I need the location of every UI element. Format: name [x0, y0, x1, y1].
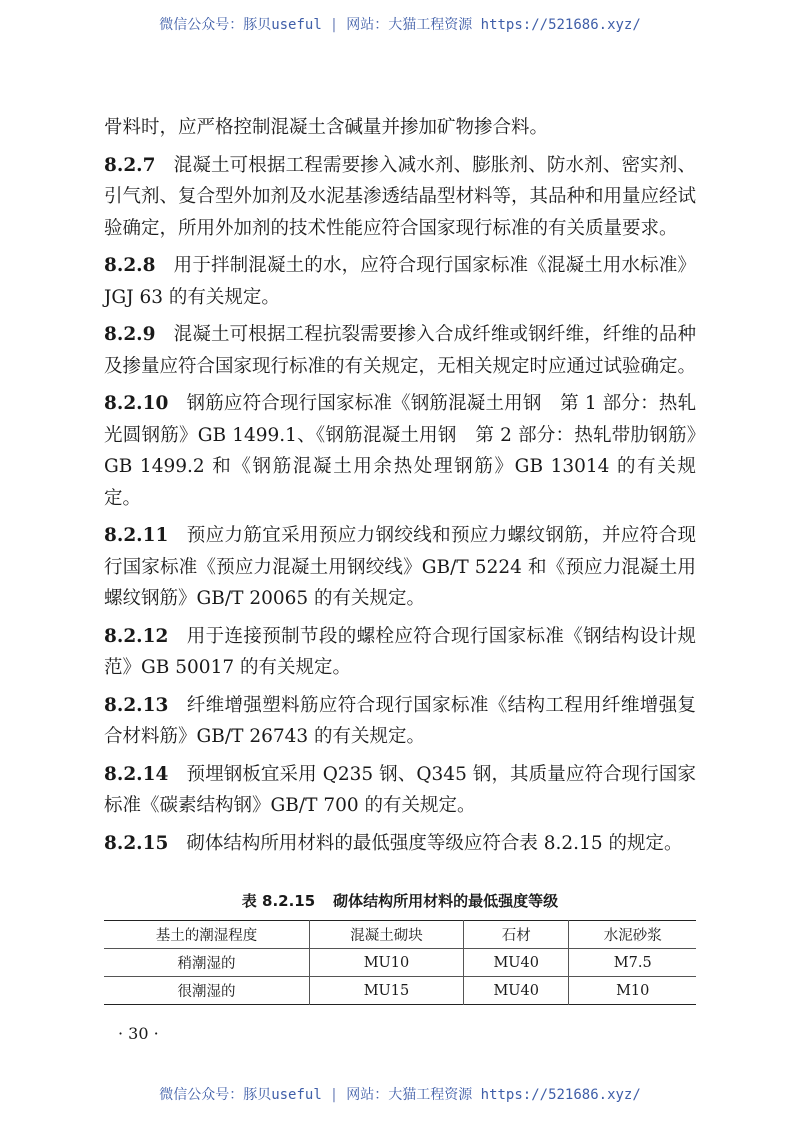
table-cell: 稍潮湿的: [104, 949, 309, 977]
table-row: [104, 977, 696, 1005]
clause-8-2-7: [104, 150, 696, 245]
clause-text: 砌体结构所用材料的最低强度等级应符合表 8.2.15 的规定。: [186, 832, 683, 854]
watermark-account: 微信公众号：豚贝useful: [159, 1087, 322, 1103]
header-cement-mortar: 水泥砂浆: [569, 921, 696, 949]
clause-8-2-10: [104, 388, 696, 514]
header-stone: 石材: [463, 921, 568, 949]
clause-8-2-12: [104, 621, 696, 684]
watermark-account: 微信公众号：豚贝useful: [159, 17, 322, 33]
clause-8-2-11: [104, 520, 696, 615]
table-cell: M7.5: [569, 949, 696, 977]
clause-8-2-9: [104, 319, 696, 382]
table-cell: M10: [569, 977, 696, 1005]
clause-number: 8.2.7: [104, 154, 156, 176]
table-cell: 很潮湿的: [104, 977, 309, 1005]
header-moisture-degree: 基土的潮湿程度: [104, 921, 309, 949]
table-number: 表 8.2.15: [241, 892, 316, 910]
paragraph-text: 骨料时，应严格控制混凝土含碱量并掺加矿物掺合料。: [104, 117, 549, 138]
clause-text: 钢筋应符合现行国家标准《钢筋混凝土用钢 第 1 部分：热轧光圆钢筋》GB 1499.1、《钢筋混凝土用钢 第 2 部分：热轧带肋钢筋》GB 1499.2 和《钢筋混凝土用余热处理钢筋》GB 13014 的有关规定。: [104, 393, 696, 509]
clause-text: 预埋钢板宜采用 Q235 钢、Q345 钢，其质量应符合现行国家标准《碳素结构钢》GB/T 700 的有关规定。: [104, 763, 696, 816]
table-cell: MU10: [309, 949, 463, 977]
strength-grade-table: [104, 920, 696, 1005]
paragraph-continuation: [104, 112, 696, 144]
watermark-website: 网站：大猫工程资源 https://521686.xyz/: [346, 1087, 641, 1103]
watermark-website: 网站：大猫工程资源 https://521686.xyz/: [346, 17, 641, 33]
clause-number: 8.2.9: [104, 324, 156, 345]
watermark-separator: |: [329, 17, 339, 33]
clause-8-2-15: [104, 828, 696, 860]
table-header-row: [104, 921, 696, 949]
table-row: [104, 949, 696, 977]
clause-8-2-14: [104, 759, 696, 822]
bottom-watermark: [0, 1084, 800, 1104]
clause-text: 混凝土可根据工程抗裂需要掺入合成纤维或钢纤维，纤维的品种及掺量应符合国家现行标准的有关规定，无相关规定时应通过试验确定。: [104, 324, 697, 377]
clause-text: 用于拌制混凝土的水，应符合现行国家标准《混凝土用水标准》JGJ 63 的有关规定。: [104, 255, 696, 308]
table-cell: MU15: [309, 977, 463, 1005]
clause-number: 8.2.8: [104, 255, 156, 276]
table-cell: MU40: [463, 949, 568, 977]
clause-number: 8.2.15: [104, 832, 169, 854]
clause-text: 预应力筋宜采用预应力钢绞线和预应力螺纹钢筋，并应符合现行国家标准《预应力混凝土用钢绞线》GB/T 5224 和《预应力混凝土用螺纹钢筋》GB/T 20065 的有关规定。: [104, 525, 696, 609]
clause-number: 8.2.11: [104, 525, 169, 546]
clause-text: 用于连接预制节段的螺栓应符合现行国家标准《钢结构设计规范》GB 50017 的有关规定。: [104, 625, 696, 678]
page-number: · 30 ·: [118, 1024, 159, 1043]
top-watermark: [0, 14, 800, 34]
table-cell: MU40: [463, 977, 568, 1005]
clause-number: 8.2.14: [104, 763, 169, 785]
clause-number: 8.2.10: [104, 393, 169, 414]
clause-8-2-8: [104, 250, 696, 313]
clause-text: 混凝土可根据工程需要掺入减水剂、膨胀剂、防水剂、密实剂、引气剂、复合型外加剂及水泥基渗透结晶型材料等，其品种和用量应经试验确定，所用外加剂的技术性能应符合国家现行标准的有关质量要求。: [104, 154, 697, 239]
table-caption: [104, 890, 696, 911]
clause-number: 8.2.13: [104, 694, 169, 716]
clause-number: 8.2.12: [104, 625, 169, 647]
clause-text: 纤维增强塑料筋应符合现行国家标准《结构工程用纤维增强复合材料筋》GB/T 26743 的有关规定。: [104, 694, 696, 747]
document-body: [104, 112, 696, 865]
watermark-separator: |: [329, 1087, 339, 1103]
table-title: 砌体结构所用材料的最低强度等级: [333, 892, 559, 910]
header-concrete-block: 混凝土砌块: [309, 921, 463, 949]
clause-8-2-13: [104, 690, 696, 753]
